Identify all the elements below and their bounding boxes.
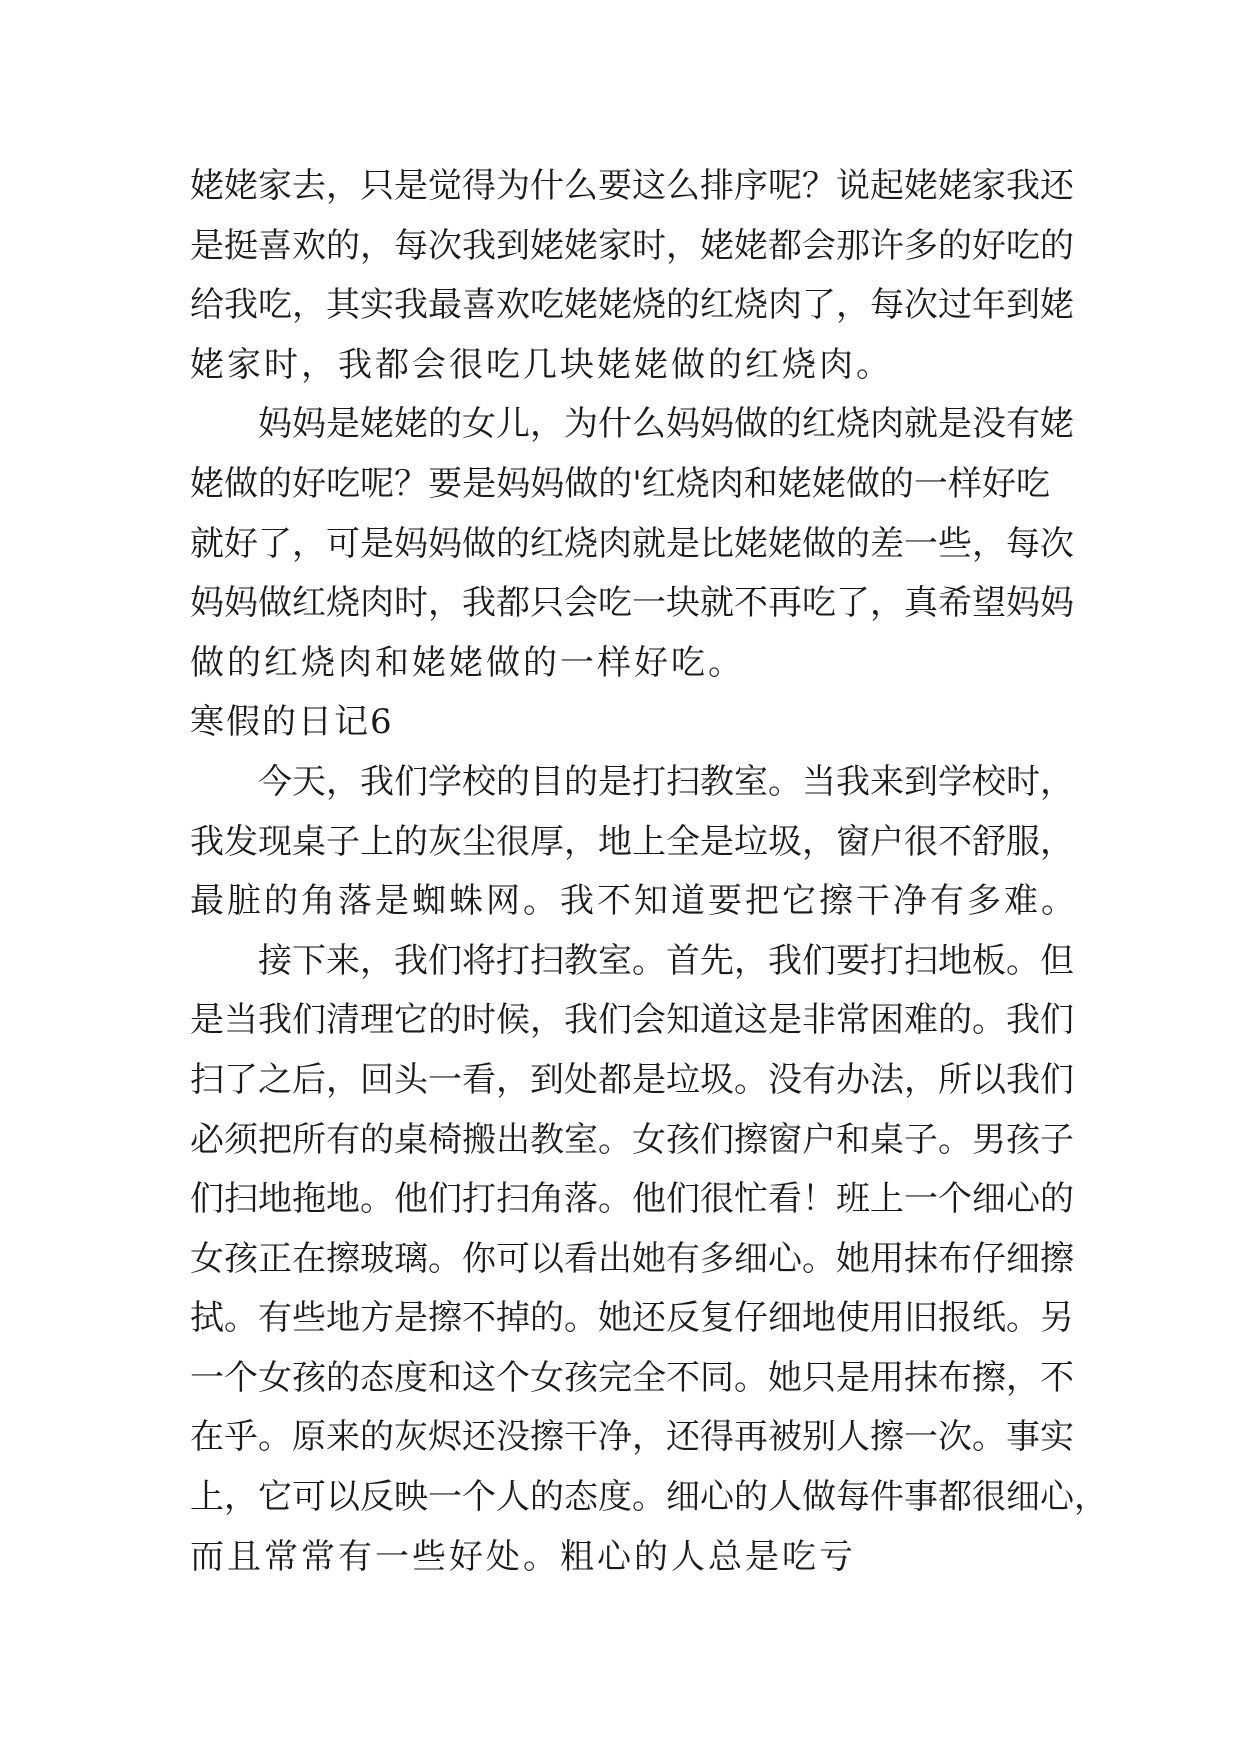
text-line: 接下来，我们将打扫教室。首先，我们要打扫地板。但 xyxy=(258,940,1074,981)
text-line: 姥家时，我都会很吃几块姥姥做的红烧肉。 xyxy=(190,344,893,385)
text-line: 给我吃，其实我最喜欢吃姥姥烧的红烧肉了，每次过年到姥 xyxy=(190,285,1074,326)
text-line: 妈妈做红烧肉时，我都只会吃一块就不再吃了，真希望妈妈 xyxy=(190,583,1074,624)
text-line: 我发现桌子上的灰尘很厚，地上全是垃圾，窗户很不舒服， xyxy=(190,821,1074,862)
text-line: 在乎。原来的灰烬还没擦干净，还得再被别人擦一次。事实 xyxy=(190,1417,1074,1458)
text-line: 是当我们清理它的时候，我们会知道这是非常困难的。我们 xyxy=(190,1000,1074,1041)
text-line: 女孩正在擦玻璃。你可以看出她有多细心。她用抹布仔细擦 xyxy=(190,1238,1074,1279)
paragraph-1 xyxy=(190,157,1074,395)
text-line: 扫了之后，回头一看，到处都是垃圾。没有办法，所以我们 xyxy=(190,1059,1074,1100)
text-line: 是挺喜欢的，每次我到姥姥家时，姥姥都会那许多的好吃的 xyxy=(190,225,1074,266)
section-heading: 寒假的日记6 xyxy=(190,702,394,743)
text-line: 上，它可以反映一个人的态度。细心的人做每件事都很细心， xyxy=(190,1477,1108,1518)
paragraph-2 xyxy=(190,395,1074,693)
text-line: 妈妈是姥姥的女儿，为什么妈妈做的红烧肉就是没有姥 xyxy=(258,404,1074,445)
paragraph-4 xyxy=(190,932,1108,1588)
document-body xyxy=(190,157,1108,1587)
text-line: 最脏的角落是蜘蛛网。我不知道要把它擦干净有多难。 xyxy=(190,881,1078,922)
text-line: 们扫地拖地。他们打扫角落。他们很忙看！班上一个细心的 xyxy=(190,1179,1074,1220)
text-line: 今天，我们学校的目的是打扫教室。当我来到学校时， xyxy=(258,761,1074,802)
text-line: 姥姥家去，只是觉得为什么要这么排序呢？说起姥姥家我还 xyxy=(190,166,1074,206)
text-line: 做的红烧肉和姥姥做的一样好吃。 xyxy=(190,642,745,683)
text-line: 必须把所有的桌椅搬出教室。女孩们擦窗户和桌子。男孩子 xyxy=(190,1119,1074,1160)
text-line: 姥做的好吃呢？要是妈妈做的'红烧肉和姥姥做的一样好吃 xyxy=(190,463,1050,504)
text-line: 一个女孩的态度和这个女孩完全不同。她只是用抹布擦，不 xyxy=(190,1357,1074,1398)
text-line: 就好了，可是妈妈做的红烧肉就是比姥姥做的差一些，每次 xyxy=(190,523,1074,564)
text-line: 拭。有些地方是擦不掉的。她还反复仔细地使用旧报纸。另 xyxy=(190,1298,1074,1339)
text-line: 而且常常有一些好处。粗心的人总是吃亏 xyxy=(190,1536,856,1577)
paragraph-3 xyxy=(190,753,1078,932)
